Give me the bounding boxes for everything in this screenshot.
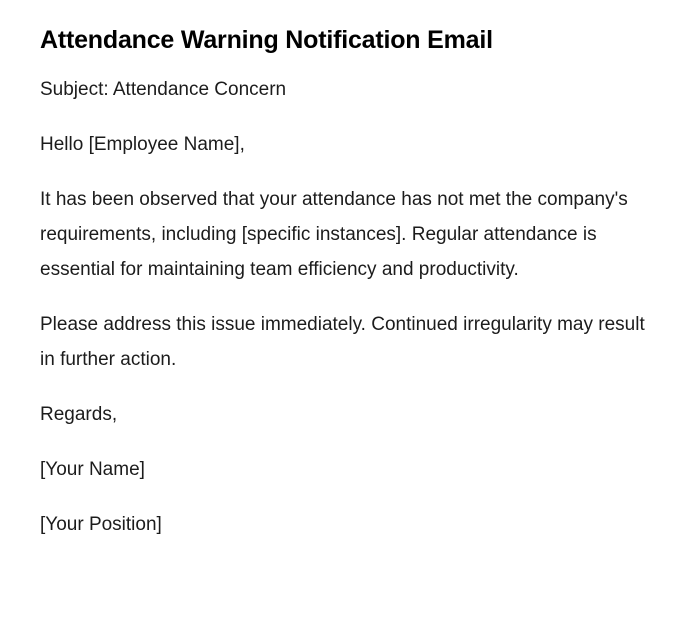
signature-position: [Your Position]	[40, 514, 162, 535]
email-greeting: Hello [Employee Name],	[40, 134, 245, 155]
email-template-document	[40, 22, 660, 542]
email-body-paragraph-1: It has been observed that your attendance has not met the company's requirements, including [specific instances]. Regular attendance is essential for maintaining team efficiency and productivity.	[40, 189, 628, 280]
document-title: Attendance Warning Notification Email	[40, 26, 493, 54]
email-body-paragraph-2: Please address this issue immediately. Continued irregularity may result in further action.	[40, 314, 645, 370]
email-subject-line: Subject: Attendance Concern	[40, 79, 287, 100]
email-closing: Regards,	[40, 404, 118, 425]
signature-name: [Your Name]	[40, 459, 145, 480]
